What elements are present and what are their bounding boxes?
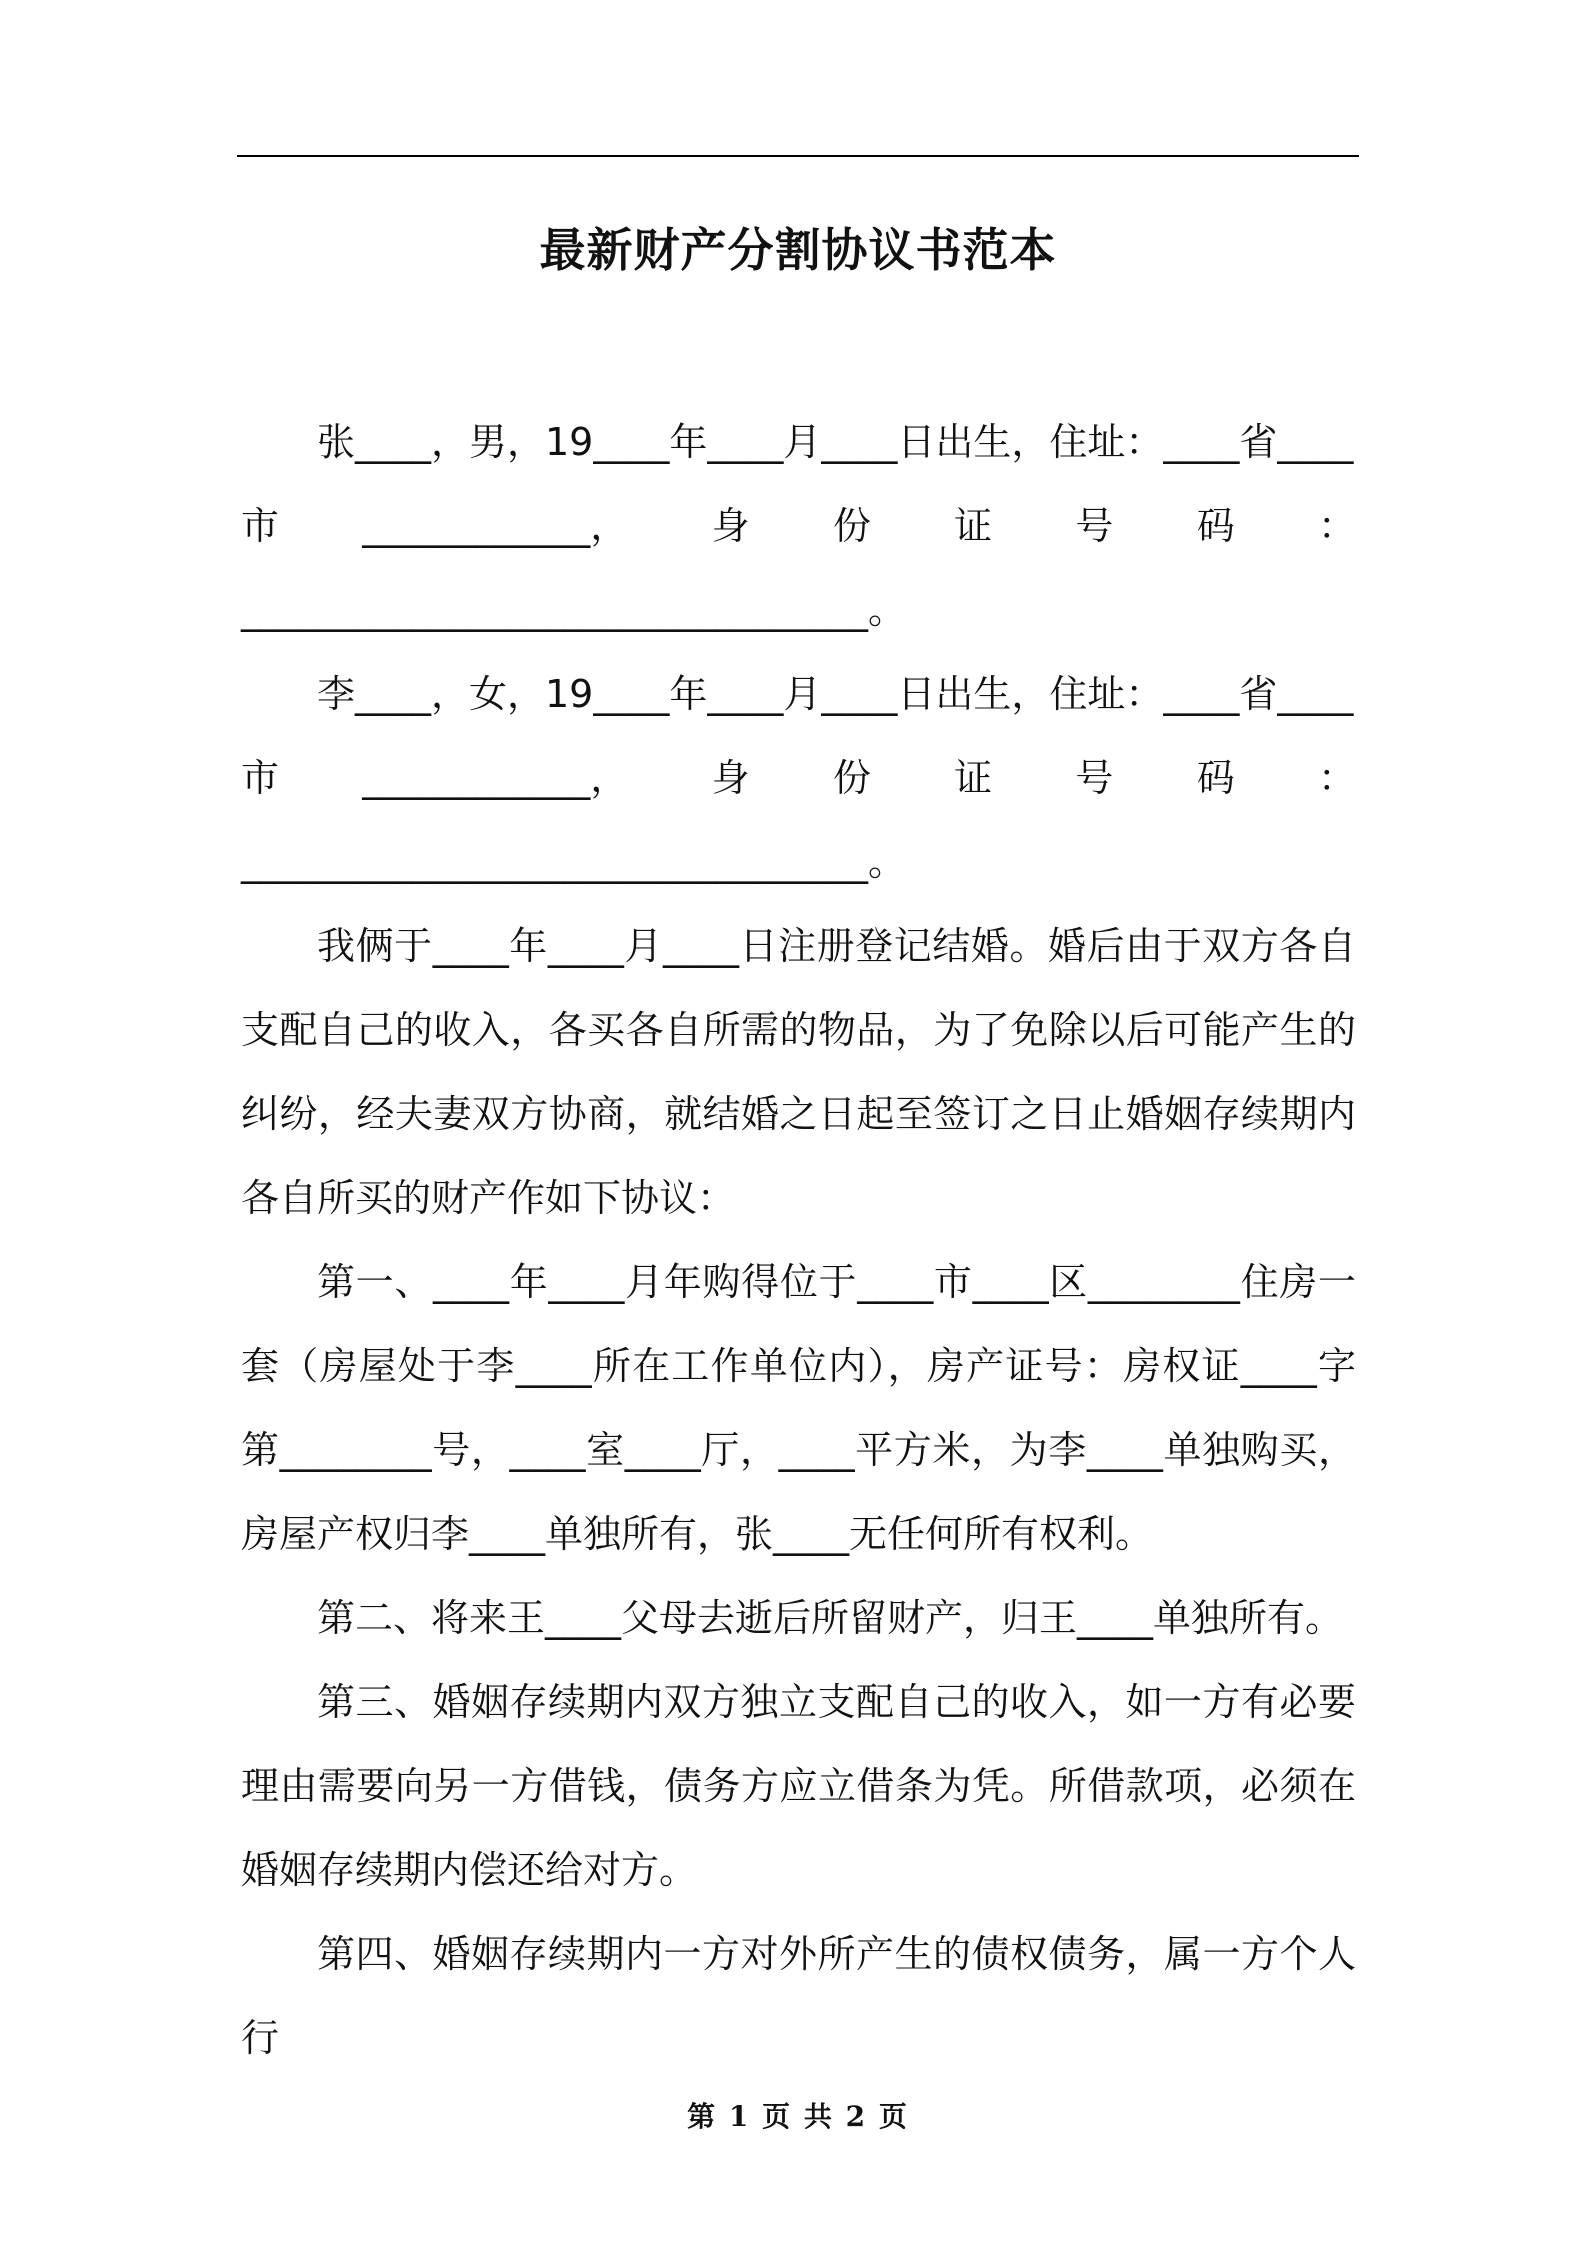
id-char-2: 份 <box>832 504 871 548</box>
party-li-line3: _________________________________。 <box>241 840 907 884</box>
id-char-1: 身 <box>711 504 750 548</box>
party-zhang-line1: 张____，男，19____年____月____日出生，住址：____省____ <box>317 420 1354 464</box>
city-label: 市 <box>241 504 280 548</box>
city-label: 市 <box>241 756 280 800</box>
id-colon: ： <box>1317 756 1356 800</box>
party-zhang-line2 <box>241 484 1356 568</box>
page-number-footer: 第 1 页 共 2 页 <box>687 2100 909 2133</box>
id-char-2: 份 <box>832 756 871 800</box>
party-zhang-line3: _________________________________。 <box>241 588 907 632</box>
id-colon: ： <box>1317 504 1356 548</box>
document-body <box>241 400 1356 2080</box>
document-title: 最新财产分割协议书范本 <box>539 223 1057 277</box>
paragraph-marriage: 我俩于____年____月____日注册登记结婚。婚后由于双方各自支配自己的收入，各买各自所需的物品，为了免除以后可能产生的纠纷，经夫妻双方协商，就结婚之日起至签订之日止婚姻存续期内各自所买的财产作如下协议： <box>241 924 1356 1220</box>
id-char-3: 证 <box>954 756 993 800</box>
id-char-4: 号 <box>1075 504 1114 548</box>
paragraph-clause-1: 第一、____年____月年购得位于____市____区________住房一套（房屋处于李____所在工作单位内），房产证号：房权证____字第________号，____室____厅，____平方米，为李____单独购买，房屋产权归李____单独所有，张____无任何所有权利。 <box>241 1260 1356 1556</box>
id-char-5: 码 <box>1196 756 1235 800</box>
id-char-3: 证 <box>954 504 993 548</box>
party-li-line1: 李____，女，19____年____月____日出生，住址：____省____ <box>317 672 1354 716</box>
city-blank: ____________， <box>362 756 629 800</box>
paragraph-clause-4: 第四、婚姻存续期内一方对外所产生的债权债务，属一方个人行 <box>241 1932 1356 2060</box>
header-rule <box>237 155 1359 157</box>
city-blank: ____________， <box>362 504 629 548</box>
id-char-5: 码 <box>1196 504 1235 548</box>
id-char-4: 号 <box>1075 756 1114 800</box>
paragraph-clause-3: 第三、婚姻存续期内双方独立支配自己的收入，如一方有必要理由需要向另一方借钱，债务方应立借条为凭。所借款项，必须在婚姻存续期内偿还给对方。 <box>241 1680 1356 1892</box>
paragraph-clause-2: 第二、将来王____父母去逝后所留财产，归王____单独所有。 <box>317 1596 1344 1640</box>
id-char-1: 身 <box>711 756 750 800</box>
party-li-line2 <box>241 736 1356 820</box>
